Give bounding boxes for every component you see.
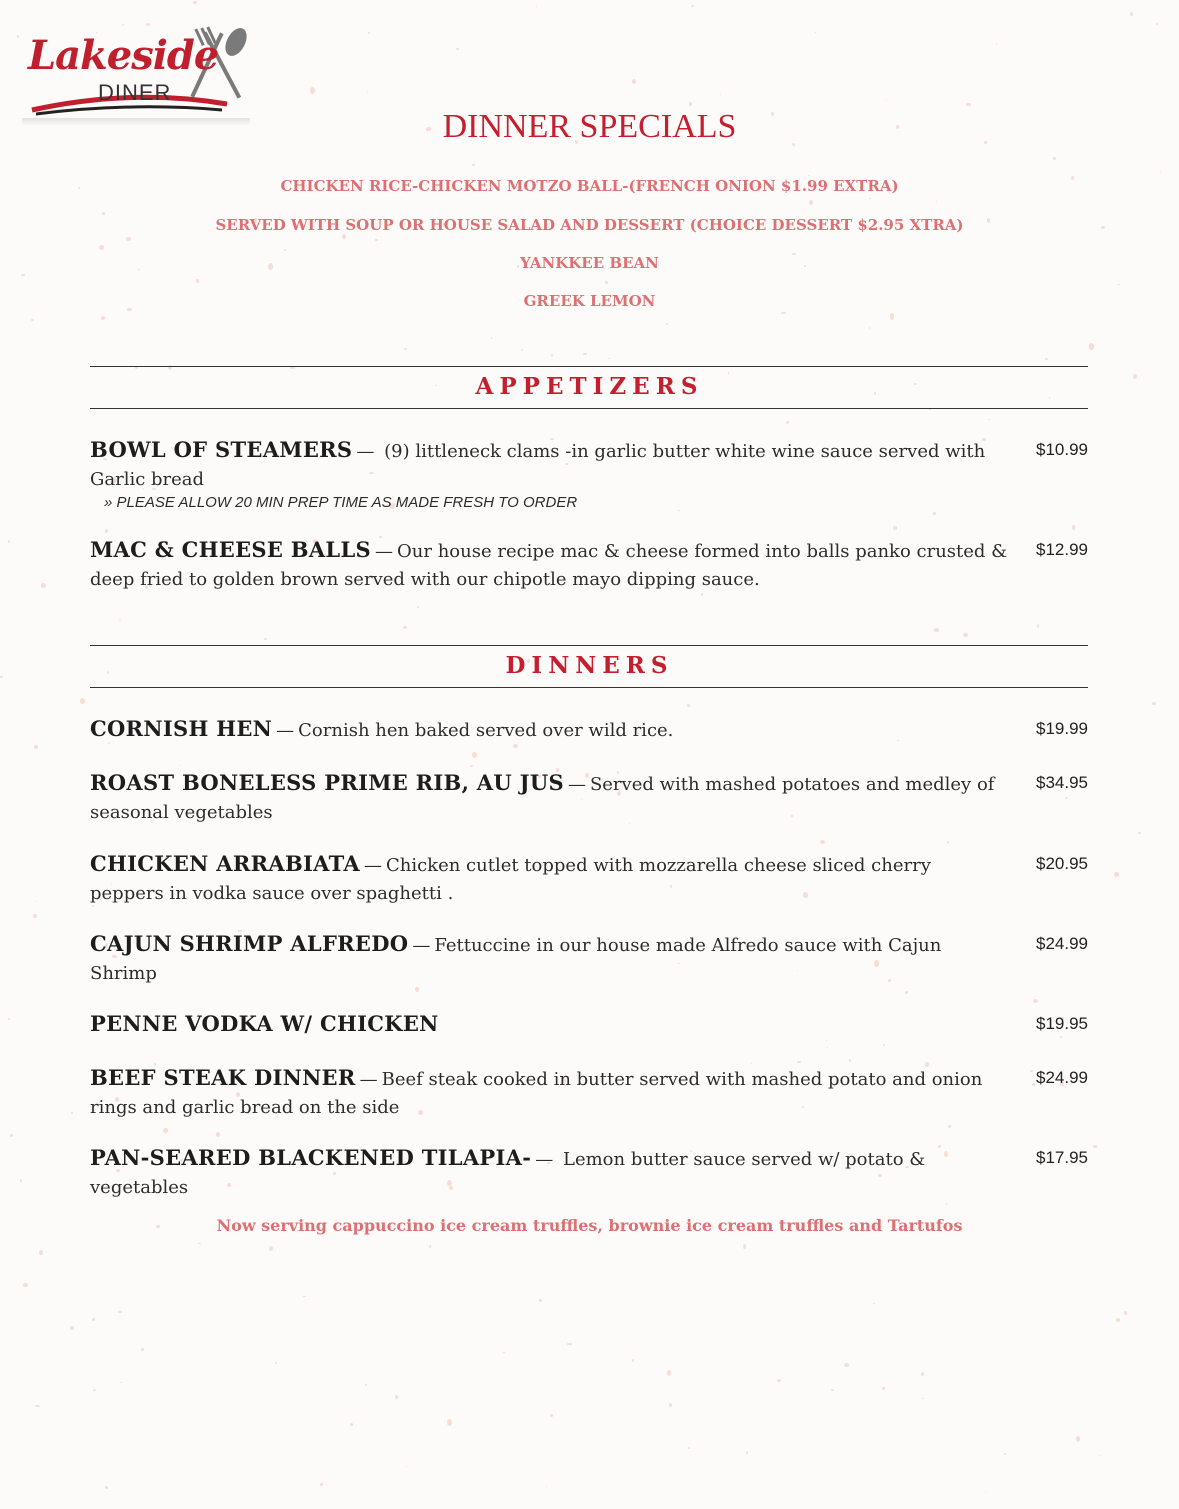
texture-speckle [1037,624,1040,628]
texture-speckle [8,1018,10,1020]
texture-speckle [93,1389,95,1391]
texture-speckle [365,1384,368,1386]
item-price: $19.95 [1036,1014,1088,1033]
special-note: SERVED WITH SOUP OR HOUSE SALAD AND DESSERT (CHOICE DESSERT $2.95 XTRA) [215,216,964,234]
texture-speckle [92,1318,95,1321]
texture-speckle [815,32,816,33]
dash: — [363,855,382,876]
texture-speckle [869,198,871,200]
texture-speckle [536,6,537,7]
item-description: (9) littleneck clams -in garlic butter white wine sauce served with Garlic bread [90,441,986,490]
texture-speckle [10,1134,13,1137]
item-price: $24.99 [1036,934,1088,953]
texture-speckle [963,633,968,637]
texture-speckle [20,1179,23,1182]
texture-speckle [934,628,938,632]
section-heading-appetizers: APPETIZERS [475,373,704,400]
item-description: Beef steak cooked in butter served with mashed potato and onion rings and garlic bread on the side [90,1069,983,1118]
texture-speckle [403,626,407,629]
texture-speckle [1138,832,1141,834]
texture-speckle [21,274,25,276]
item-price: $10.99 [1036,440,1088,459]
texture-speckle [539,1299,542,1302]
item-price: $34.95 [1036,773,1088,792]
texture-speckle [1045,358,1048,360]
texture-speckle [303,1296,305,1297]
texture-speckle [101,316,105,320]
texture-speckle [198,1243,201,1244]
texture-speckle [546,1486,547,1487]
texture-speckle [844,1363,849,1367]
texture-speckle [666,323,668,325]
texture-speckle [350,1423,354,1426]
menu-item [90,930,1088,988]
texture-speckle [1116,1318,1120,1322]
item-note: » PLEASE ALLOW 20 MIN PREP TIME AS MADE FRESH TO ORDER [104,494,578,511]
texture-speckle [120,1382,123,1384]
texture-speckle [809,200,813,205]
dash: — [276,720,295,741]
item-price: $12.99 [1036,540,1088,559]
texture-speckle [284,249,286,251]
texture-speckle [417,606,419,609]
texture-speckle [786,421,789,424]
texture-speckle [689,102,692,106]
dash: — [567,774,586,795]
texture-speckle [429,1245,432,1248]
special-note: YANKKEE BEAN [520,254,659,272]
item-name: CHICKEN ARRABIATA [90,851,360,876]
texture-speckle [472,164,475,166]
texture-speckle [163,1128,168,1133]
texture-speckle [948,1125,951,1128]
divider [90,408,1088,409]
texture-speckle [720,94,721,95]
texture-speckle [264,638,267,640]
texture-speckle [35,901,37,902]
texture-speckle [80,698,85,704]
texture-speckle [946,1203,947,1205]
texture-speckle [216,1132,220,1137]
item-name: CAJUN SHRIMP ALFREDO [90,931,409,956]
texture-speckle [102,212,105,215]
texture-speckle [947,841,949,844]
texture-speckle [632,79,636,84]
item-price: $17.95 [1036,1148,1088,1167]
texture-speckle [893,526,896,529]
texture-speckle [34,745,38,748]
texture-speckle [808,175,810,176]
item-description: Cornish hen baked served over wild rice. [298,720,674,741]
texture-speckle [456,48,459,50]
menu-item [90,1144,1088,1202]
texture-speckle [1072,525,1076,530]
logo-script-text: Lakeside [28,32,219,79]
texture-speckle [1130,12,1133,16]
texture-speckle [869,327,870,329]
texture-speckle [196,279,199,283]
texture-speckle [882,1387,885,1391]
texture-speckle [342,234,346,239]
texture-speckle [193,1,197,4]
dash: — [412,935,431,956]
dash: — [375,541,394,562]
dessert-note: Now serving cappuccino ice cream truffles, brownie ice cream truffles and Tartufos [216,1216,963,1235]
menu-item [90,536,1088,594]
texture-speckle [310,87,315,94]
texture-speckle [320,1483,323,1487]
texture-speckle [17,35,19,38]
item-name: BOWL OF STEAMERS [90,437,353,462]
texture-speckle [820,840,825,844]
texture-speckle [31,319,34,321]
item-description: Served with mashed potatoes and medley of seasonal vegetables [90,774,995,823]
texture-speckle [608,358,611,359]
texture-speckle [35,1405,39,1407]
texture-speckle [922,1398,924,1399]
texture-speckle [966,103,971,106]
texture-speckle [105,529,108,533]
texture-speckle [503,1352,504,1353]
item-price: $20.95 [1036,854,1088,873]
texture-speckle [996,43,998,45]
item-name: MAC & CHEESE BALLS [90,537,372,562]
item-name: ROAST BONELESS PRIME RIB, AU JUS [90,770,564,795]
texture-speckle [1156,23,1158,25]
texture-speckle [179,765,180,766]
dash: — [356,441,375,462]
texture-speckle [491,337,492,338]
texture-speckle [826,1040,827,1041]
texture-speckle [1152,702,1156,705]
texture-speckle [367,91,368,92]
item-name: PAN-SEARED BLACKENED TILAPIA- [90,1145,532,1170]
texture-speckle [886,100,887,101]
texture-speckle [1076,1436,1080,1441]
texture-speckle [605,281,608,284]
texture-speckle [687,704,690,708]
texture-speckle [936,201,937,202]
divider [90,366,1088,367]
texture-speckle [1093,1145,1098,1148]
menu-item [90,850,1088,908]
texture-speckle [1124,1311,1127,1314]
texture-speckle [105,1486,108,1489]
texture-speckle [119,619,120,620]
texture-speckle [583,353,587,355]
item-description: Lemon butter sauce served w/ potato & vegetables [90,1149,926,1198]
item-name: BEEF STEAK DINNER [90,1065,356,1090]
texture-speckle [395,1395,398,1398]
divider [90,645,1088,646]
texture-speckle [33,914,37,919]
texture-speckle [1118,284,1119,285]
texture-speckle [1004,1453,1006,1456]
texture-speckle [873,1303,875,1304]
texture-speckle [275,1362,277,1365]
item-price: $24.99 [1036,1068,1088,1087]
item-description: Fettuccine in our house made Alfredo sauce with Cajun Shrimp [90,935,942,984]
texture-speckle [8,540,10,543]
texture-speckle [70,1326,74,1331]
texture-speckle [118,1311,121,1313]
texture-speckle [743,1244,746,1249]
texture-speckle [777,1379,781,1382]
texture-speckle [797,1061,800,1063]
texture-speckle [39,1250,43,1256]
texture-speckle [667,1370,671,1375]
texture-speckle [669,1403,672,1407]
texture-speckle [1033,999,1038,1003]
texture-speckle [470,765,473,767]
page-title: DINNER SPECIALS [442,108,737,145]
menu-item [90,769,1088,827]
texture-speckle [890,313,894,319]
item-name: CORNISH HEN [90,716,273,741]
texture-speckle [99,245,104,250]
item-description: Chicken cutlet topped with mozzarella cheese sliced cherry peppers in vodka sauce over spaghetti . [90,855,931,904]
texture-speckle [71,1112,73,1113]
texture-speckle [567,1343,572,1346]
texture-speckle [521,349,523,351]
texture-speckle [1089,343,1094,349]
texture-speckle [988,419,990,420]
menu-item [90,715,1088,745]
texture-speckle [472,752,476,758]
texture-speckle [406,1466,407,1467]
texture-speckle [905,991,909,994]
texture-speckle [688,1447,690,1449]
texture-speckle [1053,157,1056,160]
texture-speckle [883,1044,885,1046]
texture-speckle [933,512,937,515]
texture-speckle [550,1414,553,1417]
texture-speckle [269,1246,273,1251]
texture-speckle [921,1372,924,1376]
texture-speckle [831,1389,834,1391]
texture-speckle [404,348,407,350]
texture-speckle [827,1047,828,1048]
texture-speckle [375,239,377,241]
texture-speckle [447,1419,452,1426]
menu-item [90,1010,1088,1040]
special-note: CHICKEN RICE-CHICKEN MOTZO BALL-(FRENCH ONION $1.99 EXTRA) [280,177,899,195]
texture-speckle [141,1348,144,1351]
texture-speckle [126,237,131,241]
item-description: Our house recipe mac & cheese formed into balls panko crusted & deep fried to golden brown served with our chipotle mayo dipping sauce. [90,541,1008,590]
texture-speckle [368,32,370,34]
divider [90,687,1088,688]
special-note: GREEK LEMON [523,292,656,310]
texture-speckle [1160,172,1161,174]
texture-speckle [1099,1455,1101,1456]
dash: — [359,1069,378,1090]
dash: — [535,1149,554,1170]
section-heading-dinners: DINNERS [505,652,674,679]
texture-speckle [632,1359,635,1361]
menu-item [90,1064,1088,1122]
logo-sub-text: DINER [98,80,172,105]
item-price: $19.99 [1036,719,1088,738]
texture-speckle [849,1059,852,1063]
texture-speckle [23,1283,28,1288]
texture-speckle [985,1492,987,1493]
texture-speckle [41,583,46,588]
menu-item [90,436,1088,512]
texture-speckle [691,5,694,7]
texture-speckle [1114,872,1119,877]
item-name: PENNE VODKA W/ CHICKEN [90,1011,439,1036]
texture-speckle [746,1451,748,1454]
texture-speckle [551,354,553,357]
texture-speckle [781,312,786,314]
